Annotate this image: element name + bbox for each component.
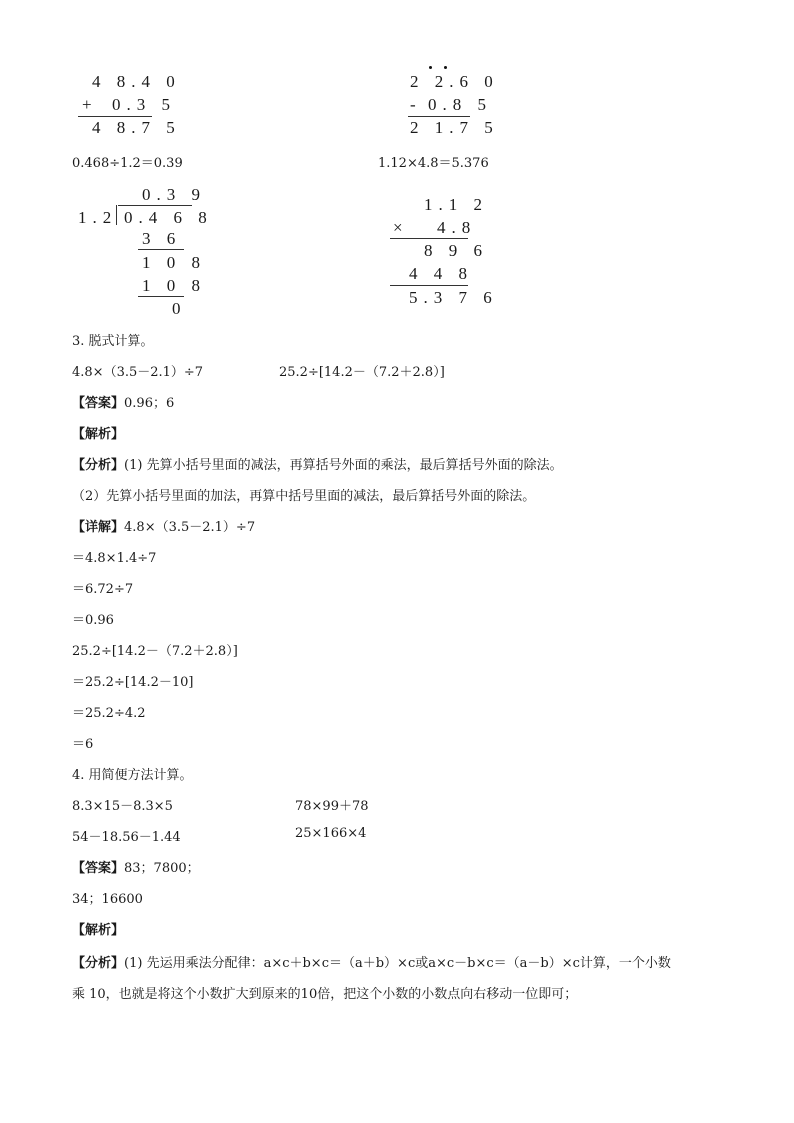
q3-title: 3. 脱式计算。 xyxy=(72,334,154,349)
add-rule xyxy=(78,116,152,117)
q3-step: ＝25.2÷4.2 xyxy=(72,706,146,721)
q3-jiexi: 【解析】 xyxy=(72,427,125,442)
answer-value: 0.96；6 xyxy=(124,396,175,411)
fenxi-label: 【分析】 xyxy=(72,458,125,473)
answer-label: 【答案】 xyxy=(72,861,125,876)
borrow-dot xyxy=(444,66,447,69)
step1: 3 6 xyxy=(142,229,182,248)
fenxi-text: (1) 先运用乘法分配律：a×c＋b×c＝（a＋b）×c或a×c－b×c＝（a－b）×c计算，一个小数 xyxy=(124,956,671,971)
add-operator: + xyxy=(82,95,98,114)
division-bracket xyxy=(116,205,117,225)
q4-title: 4. 用简便方法计算。 xyxy=(72,768,193,783)
mul-operator: × xyxy=(393,218,409,237)
partial-product-2: 4 4 8 xyxy=(409,264,473,283)
step-text: 4.8×（3.5－2.1）÷7 xyxy=(124,520,256,535)
step3-rule xyxy=(138,296,184,297)
quotient: 0.3 9 xyxy=(142,185,206,204)
step1-rule xyxy=(138,249,184,250)
q4-fenxi-line2: 乘 10，也就是将这个小数扩大到原来的10倍，把这个小数的小数点向右移动一位即可； xyxy=(72,987,578,1002)
q4-jiexi: 【解析】 xyxy=(72,923,125,938)
q3-expr2: 25.2÷[14.2－（7.2＋2.8）] xyxy=(279,365,445,380)
q3-expr1: 4.8×（3.5－2.1）÷7 xyxy=(72,365,204,380)
answer-value: 83；7800； xyxy=(124,861,200,876)
mul-result: 5.3 7 6 xyxy=(409,288,498,307)
q3-answer xyxy=(72,392,174,411)
sub-row1: 2 2.6 0 xyxy=(410,72,499,91)
q3-fenxi2: （2）先算小括号里面的加法，再算中括号里面的减法，最后算括号外面的除法。 xyxy=(72,489,536,504)
add-row2: 0.3 5 xyxy=(112,95,176,114)
mul-row1: 1.1 2 xyxy=(424,195,488,214)
remainder: 0 xyxy=(172,299,187,318)
q3-step: ＝6 xyxy=(72,737,94,752)
sub-operator: - xyxy=(410,95,422,114)
step3: 1 0 8 xyxy=(142,276,206,295)
q3-step: ＝6.72÷7 xyxy=(72,582,134,597)
q4-expr1: 8.3×15－8.3×5 xyxy=(72,799,173,814)
q3-step: ＝25.2÷[14.2－10] xyxy=(72,675,194,690)
sub-rule xyxy=(408,116,470,117)
q3-step: ＝0.96 xyxy=(72,613,114,628)
division-equation: 0.468÷1.2＝0.39 xyxy=(72,156,183,171)
q4-expr3: 54－18.56－1.44 xyxy=(72,830,181,845)
add-row1: 4 8.4 0 xyxy=(92,72,181,91)
q4-answer-line2: 34；16600 xyxy=(72,892,143,907)
q4-answer xyxy=(72,857,200,876)
q3-step: ＝4.8×1.4÷7 xyxy=(72,551,157,566)
q3-fenxi1 xyxy=(72,454,563,473)
q3-step: 25.2÷[14.2－（7.2＋2.8）] xyxy=(72,644,238,659)
q4-fenxi-line1 xyxy=(72,952,671,971)
step2: 1 0 8 xyxy=(142,253,206,272)
sub-row2: 0.8 5 xyxy=(428,95,492,114)
q4-expr2: 78×99＋78 xyxy=(295,799,369,814)
borrow-dot xyxy=(429,66,432,69)
mul-rule2 xyxy=(390,285,468,286)
q4-expr4: 25×166×4 xyxy=(295,826,367,841)
fenxi-text: (1) 先算小括号里面的减法，再算括号外面的乘法，最后算括号外面的除法。 xyxy=(124,458,563,473)
xiangjie-label: 【详解】 xyxy=(72,520,125,535)
fenxi-label: 【分析】 xyxy=(72,956,125,971)
q3-detail-line1 xyxy=(72,516,255,535)
multiplication-equation: 1.12×4.8＝5.376 xyxy=(378,156,489,171)
mul-row2: 4.8 xyxy=(437,218,477,237)
division-bar xyxy=(118,205,192,206)
answer-label: 【答案】 xyxy=(72,396,125,411)
partial-product-1: 8 9 6 xyxy=(424,241,488,260)
mul-rule1 xyxy=(390,238,468,239)
add-result: 4 8.7 5 xyxy=(92,118,181,137)
dividend: 0.4 6 8 xyxy=(124,208,213,227)
divisor: 1.2 xyxy=(78,208,118,227)
sub-result: 2 1.7 5 xyxy=(410,118,499,137)
